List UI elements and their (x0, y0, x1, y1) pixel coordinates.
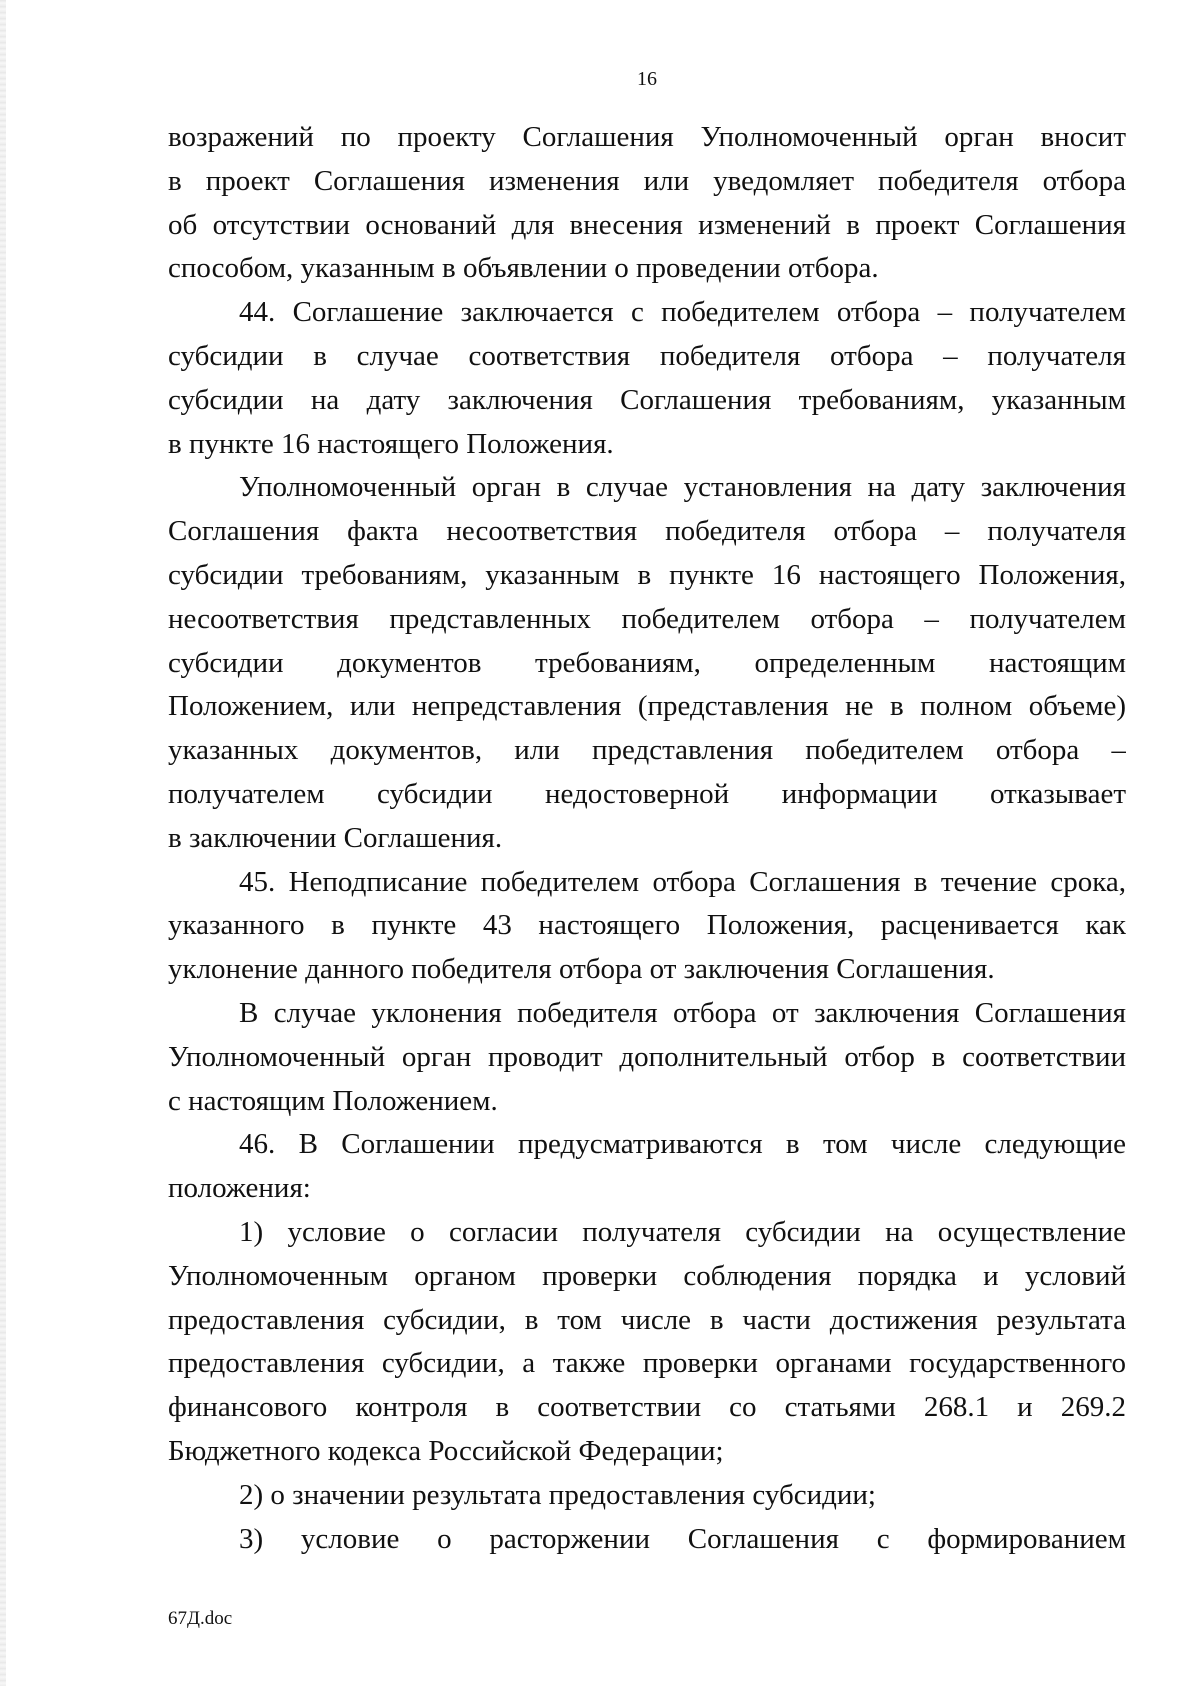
text-line: в пункте 16 настоящего Положения. (168, 427, 614, 460)
text-line: способом, указанным в объявлении о проведении отбора. (168, 252, 879, 285)
text-line: получателем субсидии недостоверной информации отказывает (168, 777, 1126, 810)
text-line: об отсутствии оснований для внесения изменений в проект Соглашения (168, 208, 1126, 241)
text-line: субсидии в случае соответствия победителя отбора – получателя (168, 339, 1126, 372)
text-line: 44. Соглашение заключается с победителем отбора – получателем (239, 296, 1126, 329)
text-line: В случае уклонения победителя отбора от заключения Соглашения (239, 996, 1126, 1029)
text-line: Уполномоченным органом проверки соблюдения порядка и условий (168, 1259, 1126, 1292)
text-line: Уполномоченный орган проводит дополнительный отбор в соответствии (168, 1040, 1126, 1073)
text-line: предоставления субсидии, а также проверки органами государственного (168, 1347, 1126, 1380)
text-line: 45. Неподписание победителем отбора Соглашения в течение срока, (239, 865, 1126, 898)
text-line: возражений по проекту Соглашения Уполномоченный орган вносит (168, 121, 1126, 153)
text-line: Бюджетного кодекса Российской Федерации; (168, 1434, 724, 1467)
text-line: 3) условие о расторжении Соглашения с формированием (239, 1522, 1126, 1555)
file-name-footer: 67Д.doc (168, 1608, 233, 1629)
text-line: указанных документов, или представления победителем отбора – (168, 734, 1126, 767)
text-line: в заключении Соглашения. (168, 821, 503, 854)
text-line: положения: (168, 1172, 311, 1205)
text-line: предоставления субсидии, в том числе в части достижения результата (168, 1303, 1126, 1336)
text-line: субсидии требованиям, указанным в пункте 16 настоящего Положения, (168, 558, 1126, 591)
text-line: субсидии документов требованиям, определенным настоящим (168, 646, 1126, 679)
text-line: 1) условие о согласии получателя субсидии на осуществление (239, 1215, 1126, 1248)
text-line: 2) о значении результата предоставления субсидии; (239, 1478, 876, 1511)
text-line: Уполномоченный орган в случае установления на дату заключения (239, 471, 1126, 504)
text-line: указанного в пункте 43 настоящего Положения, расценивается как (168, 909, 1126, 942)
text-line: субсидии на дату заключения Соглашения требованиям, указанным (168, 383, 1126, 416)
text-line: 46. В Соглашении предусматриваются в том числе следующие (239, 1128, 1126, 1161)
text-line: Соглашения факта несоответствия победителя отбора – получателя (168, 515, 1126, 548)
scan-edge (0, 0, 6, 1686)
page-number: 16 (637, 68, 657, 90)
text-line: Положением, или непредставления (представления не в полном объеме) (168, 690, 1126, 723)
text-line: с настоящим Положением. (168, 1084, 498, 1117)
text-line: в проект Соглашения изменения или уведомляет победителя отбора (168, 164, 1126, 197)
text-line: финансового контроля в соответствии со статьями 268.1 и 269.2 (168, 1391, 1126, 1424)
text-line: несоответствия представленных победителем отбора – получателем (168, 602, 1126, 635)
text-line: уклонение данного победителя отбора от заключения Соглашения. (168, 953, 995, 986)
document-body (168, 116, 1126, 1561)
